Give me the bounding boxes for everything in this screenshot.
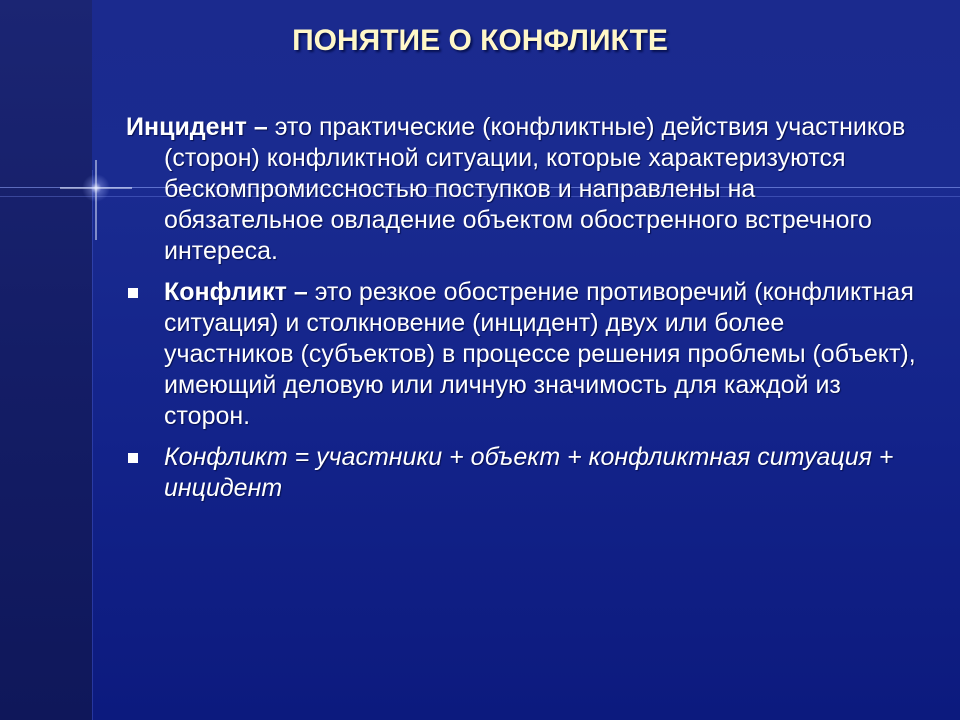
definition-conflict: это резкое обострение противоречий (конфликтная ситуация) и столкновение (инцидент) двух или более участников (субъектов) в процессе решения проблемы (объект), имеющий деловую или личную значимость для каждой из сторон. <box>164 278 916 430</box>
left-decorative-band <box>0 0 92 720</box>
term-incident: Инцидент – <box>126 113 268 141</box>
list-item-conflict <box>126 277 916 432</box>
slide-content <box>126 112 916 514</box>
definition-incident: это практические (конфликтные) действия участников (сторон) конфликтной ситуации, которые характеризуются бескомпромиссностью поступков и направлены на обязательное овладение объектом обостренного встречного интереса. <box>164 113 906 265</box>
list-item-formula <box>126 442 916 504</box>
decorative-vertical-line <box>92 170 93 720</box>
conflict-formula: Конфликт = участники + объект + конфликтная ситуация + инцидент <box>164 443 894 502</box>
slide-title: ПОНЯТИЕ О КОНФЛИКТЕ <box>292 24 668 57</box>
term-conflict: Конфликт – <box>164 278 308 306</box>
list-item-incident <box>126 112 916 267</box>
sparkle-icon <box>56 160 136 240</box>
square-bullet-icon <box>128 288 138 298</box>
square-bullet-icon <box>128 453 138 463</box>
